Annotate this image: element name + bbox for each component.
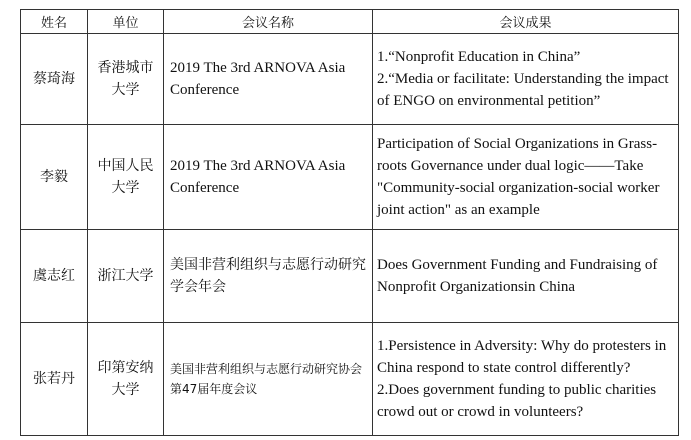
cell-name: 张若丹 [21,323,88,436]
cell-unit: 中国人民大学 [88,125,164,230]
cell-name: 李毅 [21,125,88,230]
cell-results [373,125,679,230]
cell-unit: 印第安纳大学 [88,323,164,436]
cell-unit: 浙江大学 [88,230,164,323]
cell-results [373,230,679,323]
result-item: Participation of Social Organizations in Grass-roots Governance under dual logic——Take "Community-social organization-social worker joint action" as an example [377,136,660,218]
table-header-row [21,10,679,34]
table-row [21,323,679,436]
result-item: Does Government Funding and Fundraising of Nonprofit Organizationsin China [377,257,658,295]
cell-conference: 2019 The 3rd ARNOVA Asia Conference [164,125,373,230]
cell-name: 虞志红 [21,230,88,323]
cell-conference: 2019 The 3rd ARNOVA Asia Conference [164,34,373,125]
cell-unit: 香港城市大学 [88,34,164,125]
table-row [21,230,679,323]
result-item: 2.Does government funding to public charities crowd out or crowd in volunteers? [377,382,657,420]
cell-conference: 美国非营利组织与志愿行动研究协会第47届年度会议 [164,323,373,436]
header-results: 会议成果 [373,10,679,34]
header-name: 姓名 [21,10,88,34]
cell-name: 蔡琦海 [21,34,88,125]
result-item: 2.“Media or facilitate: Understanding the impact of ENGO on environmental petition” [377,71,669,109]
header-unit: 单位 [88,10,164,34]
table-row [21,34,679,125]
cell-conference: 美国非营利组织与志愿行动研究学会年会 [164,230,373,323]
result-item: 1.Persistence in Adversity: Why do protesters in China respond to state control differently? [377,338,667,376]
cell-results [373,34,679,125]
cell-results [373,323,679,436]
header-conference: 会议名称 [164,10,373,34]
result-item: 1.“Nonprofit Education in China” [377,49,581,65]
table-row [21,125,679,230]
conference-table [20,9,679,436]
